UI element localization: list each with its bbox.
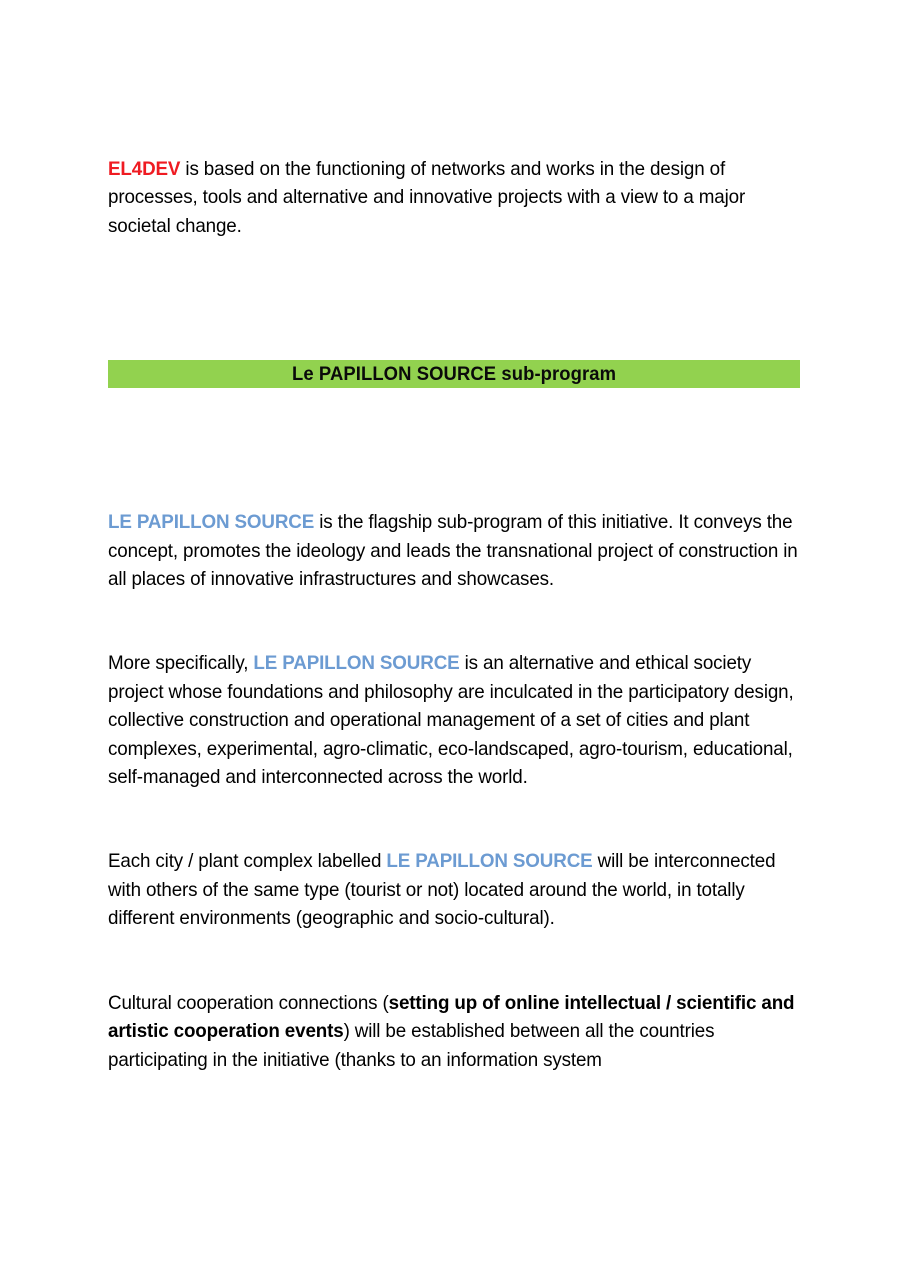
paragraph-flagship: [108, 508, 799, 593]
section-banner-papillon-source: [108, 360, 800, 388]
paragraph-cultural-cooperation-text: ) will be established between all the countries participating in the initiative (thanks to an information system: [108, 1020, 715, 1071]
brand-el4dev: EL4DEV: [108, 158, 181, 180]
brand-le-papillon-source-2: LE PAPILLON SOURCE: [253, 652, 460, 675]
spacer-after-banner: [108, 388, 800, 508]
brand-le-papillon-source-3: LE PAPILLON SOURCE: [386, 850, 593, 873]
spacer-para4-para5: [108, 933, 800, 989]
section-banner-label: Le PAPILLON SOURCE sub-program: [291, 363, 617, 385]
paragraph-interconnected-cities: [108, 847, 799, 932]
paragraph-cultural-cooperation-bold: setting up of online intellectual / scientific and artistic cooperation events: [108, 991, 795, 1043]
paragraph-society-project-text: is an alternative and ethical society project whose foundations and philosophy are inculcated in the participatory design, collective construction and operational management of a set of cities and plant complexes, experimental, agro-climatic, eco-landscaped, agro-tourism, educational, self-managed and interconnected across the world.: [108, 652, 794, 789]
paragraph-society-project: [108, 649, 799, 791]
paragraph-cultural-cooperation-lead: Cultural cooperation connections (: [108, 991, 389, 1014]
spacer-para2-para3: [108, 593, 800, 649]
spacer-para3-para4: [108, 791, 800, 847]
paragraph-flagship-text: is the flagship sub-program of this initiative. It conveys the concept, promotes the ideology and leads the transnational project of construction in all places of innovative infrastructures and showcases.: [108, 511, 798, 591]
paragraph-cultural-cooperation: [108, 989, 799, 1074]
paragraph-interconnected-cities-text: will be interconnected with others of the same type (tourist or not) located around the world, in totally different environments (geographic and socio-cultural).: [108, 850, 776, 930]
paragraph-el4dev-intro-text: is based on the functioning of networks and works in the design of processes, tools and alternative and innovative projects with a view to a major societal change.: [108, 158, 746, 237]
document-content: [108, 155, 800, 1074]
brand-le-papillon-source-1: LE PAPILLON SOURCE: [108, 511, 315, 534]
paragraph-interconnected-cities-lead: Each city / plant complex labelled: [108, 850, 387, 873]
spacer-before-banner: [108, 240, 800, 360]
paragraph-society-project-lead: More specifically,: [108, 652, 254, 675]
paragraph-el4dev-intro: [108, 155, 799, 240]
